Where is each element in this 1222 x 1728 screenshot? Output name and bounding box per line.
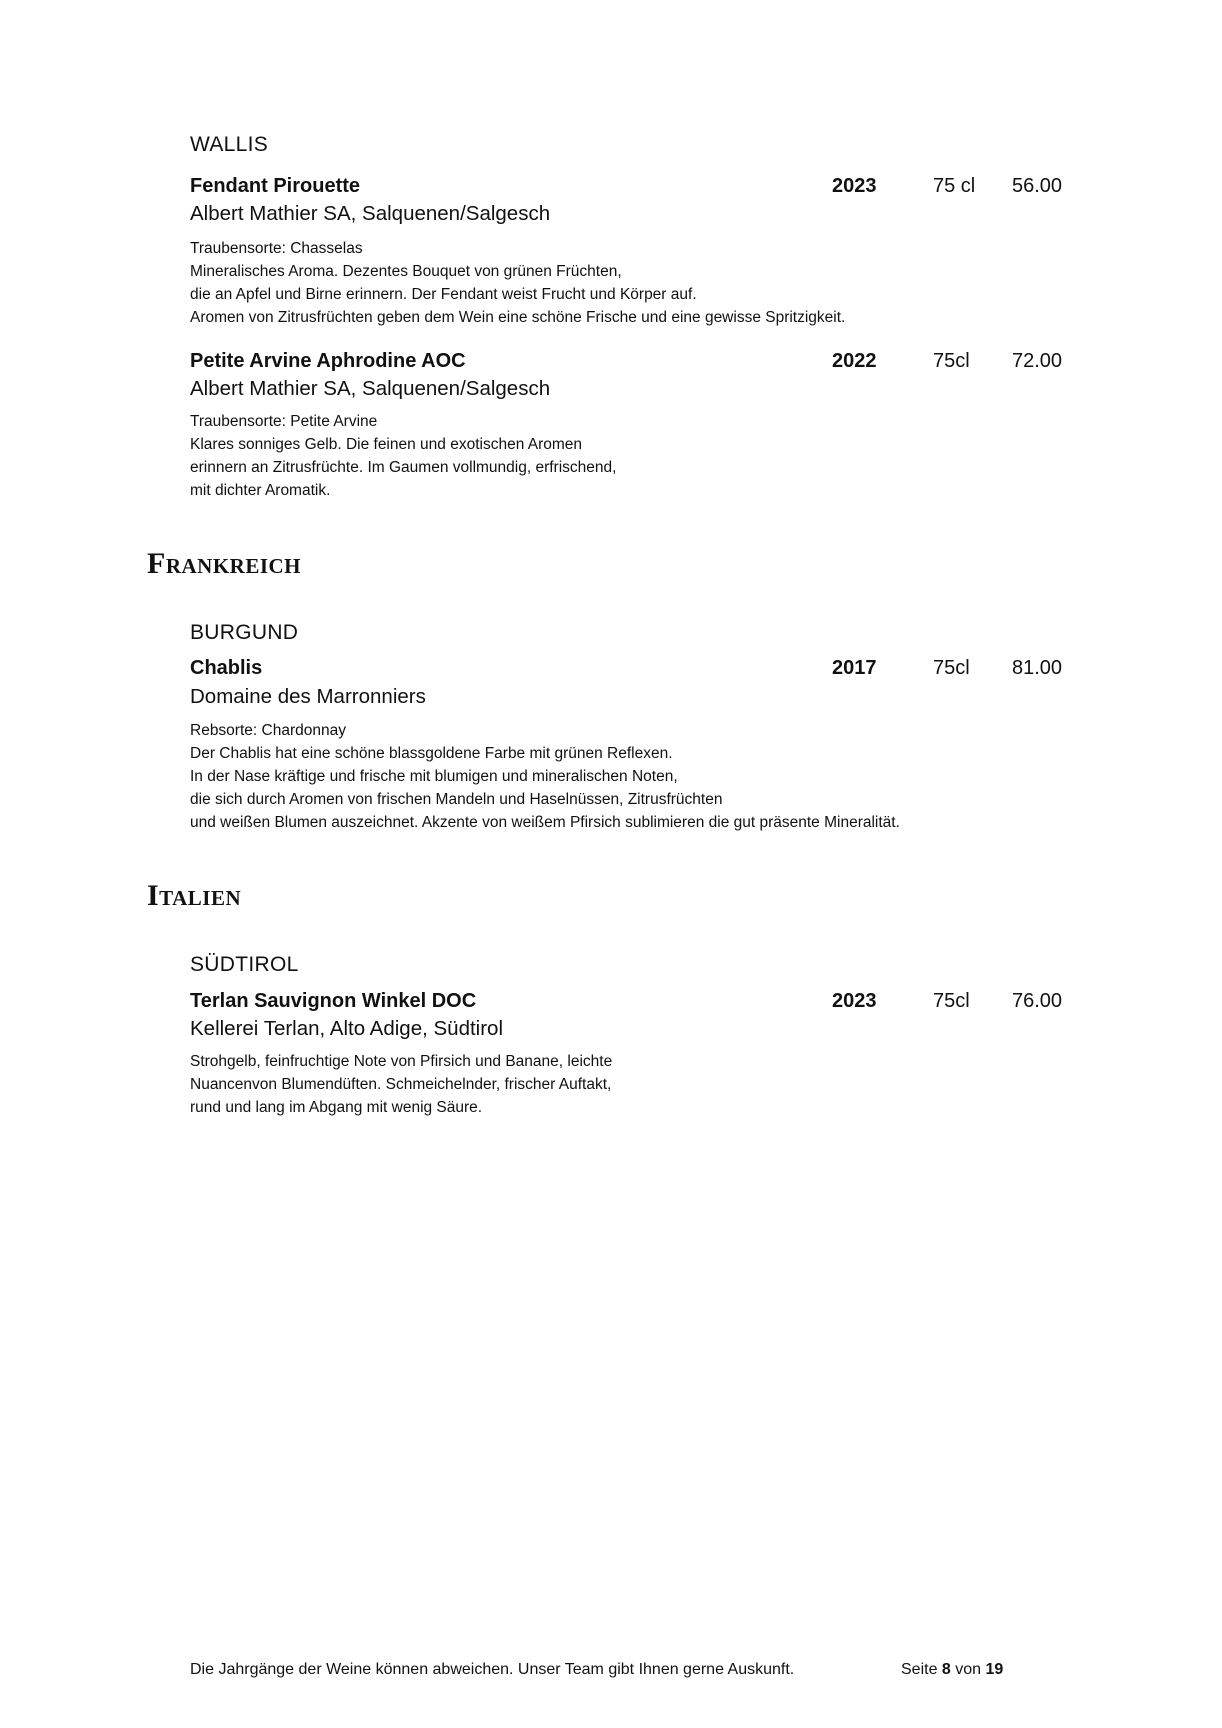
description-line: die an Apfel und Birne erinnern. Der Fendant weist Frucht und Körper auf. [190,286,697,303]
wine-price: 81.00 [1012,657,1063,679]
wine-price: 76.00 [1012,990,1063,1012]
wine-size: 75 cl [933,175,976,197]
region-heading: SÜDTIROL [190,953,299,976]
wine-description [190,719,900,834]
page-number [901,1661,1003,1679]
description-line: mit dichter Aromatik. [190,482,331,499]
wine-size: 75cl [933,990,970,1012]
wine-description [190,1050,612,1119]
description-line: rund und lang im Abgang mit wenig Säure. [190,1099,483,1116]
wine-name: Terlan Sauvignon Winkel DOC [190,990,477,1012]
wine-name: Chablis [190,657,263,679]
country-heading: Italien [147,879,242,912]
wine-producer: Domaine des Marronniers [190,685,426,708]
description-line: Nuancenvon Blumendüften. Schmeichelnder, frischer Auftakt, [190,1076,612,1093]
wine-year: 2023 [832,175,877,197]
region-heading: WALLIS [190,133,269,156]
description-line: die sich durch Aromen von frischen Mandeln und Haselnüssen, Zitrusfrüchten [190,791,723,808]
wine-size: 75cl [933,350,970,372]
wine-year: 2023 [832,990,877,1012]
page-total: 19 [985,1661,1004,1678]
description-line: Strohgelb, feinfruchtige Note von Pfirsich und Banane, leichte [190,1053,613,1070]
description-line: erinnern an Zitrusfrüchte. Im Gaumen vollmundig, erfrischend, [190,459,617,476]
wine-price: 56.00 [1012,175,1063,197]
footer-note: Die Jahrgänge der Weine können abweichen. Unser Team gibt Ihnen gerne Auskunft. [190,1661,795,1678]
wine-size: 75cl [933,657,970,679]
wine-name: Petite Arvine Aphrodine AOC [190,350,466,372]
wine-producer: Kellerei Terlan, Alto Adige, Südtirol [190,1017,504,1040]
wine-name: Fendant Pirouette [190,175,361,197]
country-heading: Frankreich [147,547,302,580]
description-line: Mineralisches Aroma. Dezentes Bouquet von grünen Früchten, [190,263,622,280]
wine-producer: Albert Mathier SA, Salquenen/Salgesch [190,377,551,400]
page-current: 8 [941,1661,951,1678]
page-separator: von [955,1661,982,1678]
wine-price: 72.00 [1012,350,1063,372]
description-line: Klares sonniges Gelb. Die feinen und exotischen Aromen [190,436,583,453]
description-line: Traubensorte: Petite Arvine [190,413,378,430]
description-line: und weißen Blumen auszeichnet. Akzente von weißem Pfirsich sublimieren die gut präsente Mineralität. [190,814,900,831]
description-line: Der Chablis hat eine schöne blassgoldene Farbe mit grünen Reflexen. [190,745,673,762]
description-line: Traubensorte: Chasselas [190,240,363,257]
wine-description [190,237,845,329]
region-heading: BURGUND [190,621,299,644]
wine-description [190,410,616,502]
description-line: In der Nase kräftige und frische mit blumigen und mineralischen Noten, [190,768,678,785]
wine-year: 2017 [832,657,877,679]
page-prefix: Seite [901,1661,938,1678]
description-line: Aromen von Zitrusfrüchten geben dem Wein eine schöne Frische und eine gewisse Spritzigkeit. [190,309,846,326]
wine-year: 2022 [832,350,877,372]
description-line: Rebsorte: Chardonnay [190,722,346,739]
wine-producer: Albert Mathier SA, Salquenen/Salgesch [190,202,551,225]
